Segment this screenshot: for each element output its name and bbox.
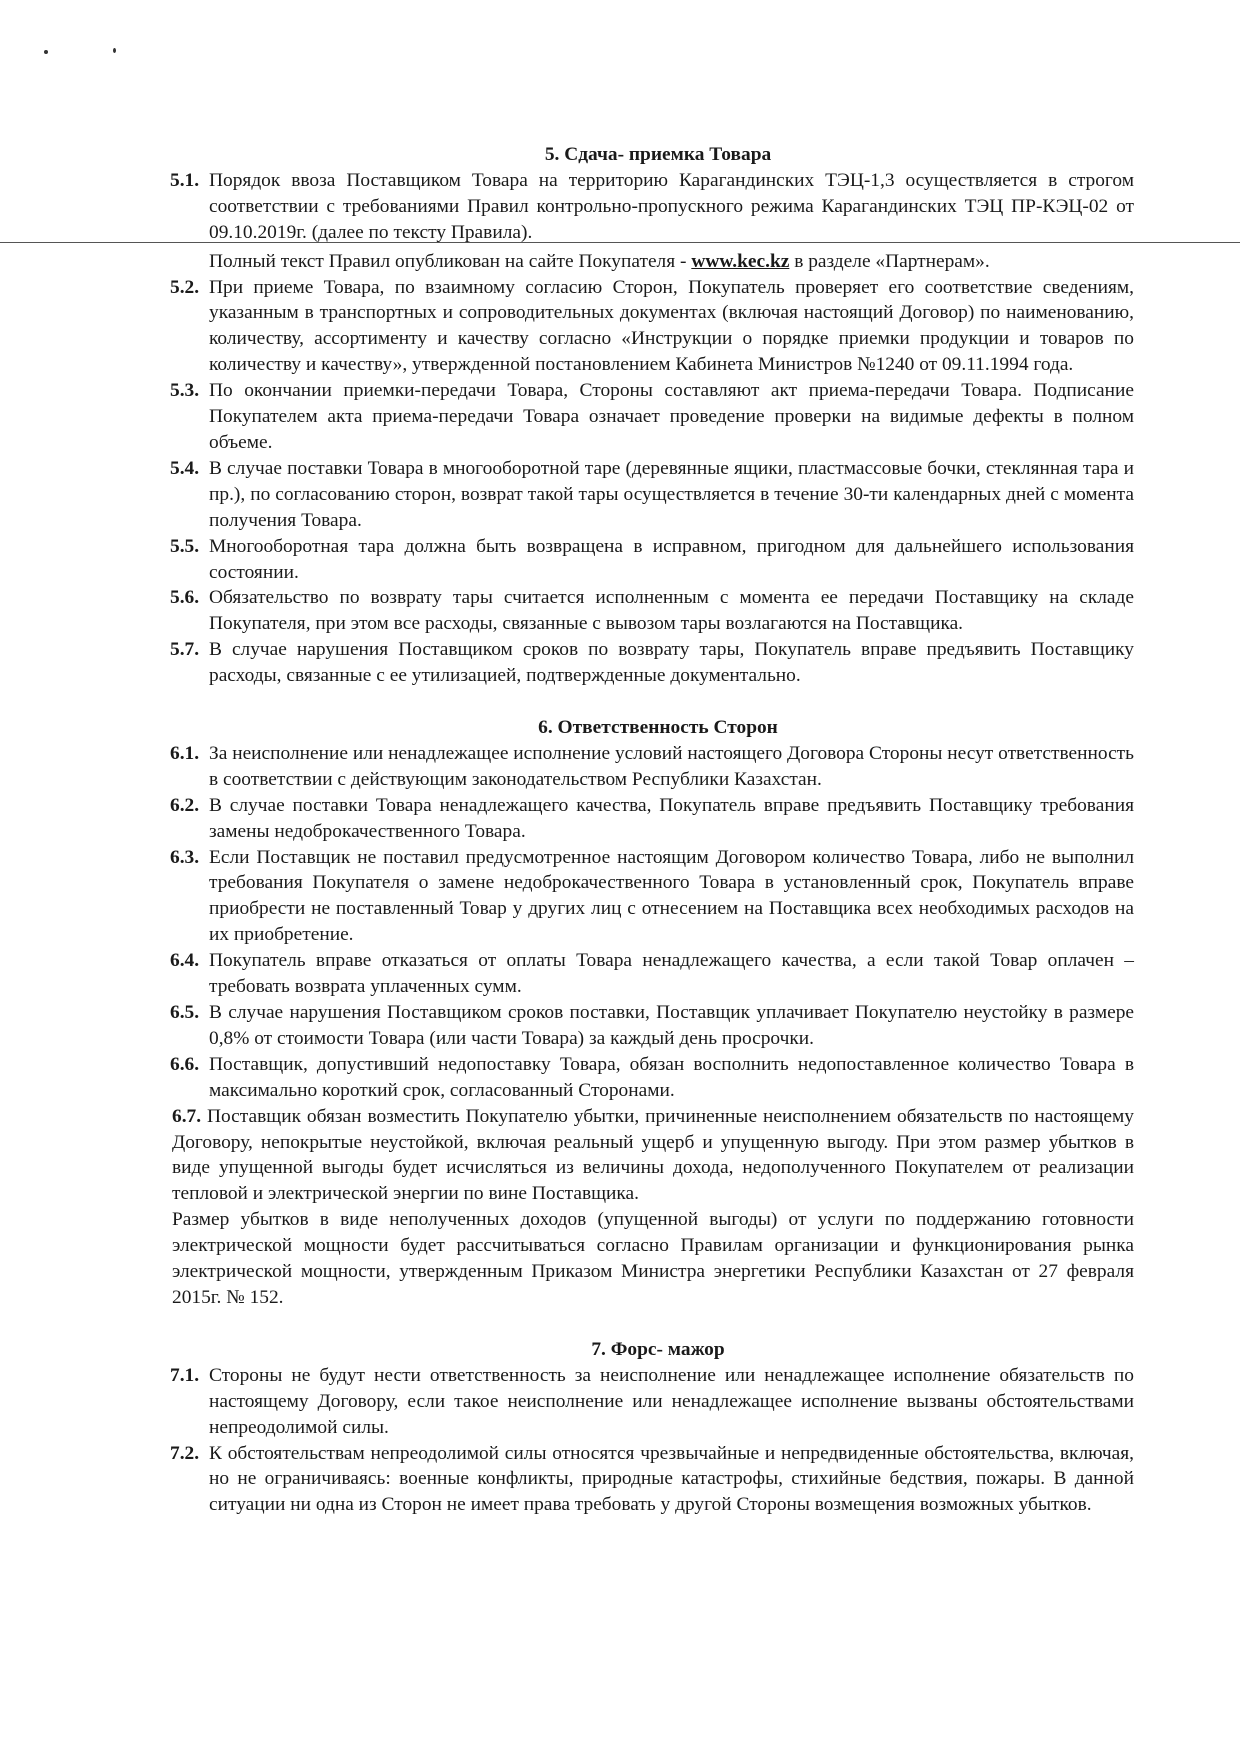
- clause-5-6: [172, 585, 1134, 637]
- clause-text: По окончании приемки-передачи Товара, Стороны составляют акт приема-передачи Товара. Подписание Покупателем акта приема-передачи Товара означает проведение проверки на видимые дефекты в полном объеме.: [209, 380, 1134, 453]
- clause-number: 6.1.: [170, 742, 200, 764]
- clause-5-4: [172, 456, 1134, 534]
- clause-number: 6.4.: [170, 950, 200, 972]
- clause-6-4: [172, 948, 1134, 1000]
- clause-6-1: [172, 741, 1134, 793]
- losses-paragraph: [172, 1207, 1134, 1311]
- clause-text: Если Поставщик не поставил предусмотренное настоящим Договором количество Товара, либо не выполнил требования Покупателя о замене недоброкачественного Товара в установленный срок, Покупатель вправе приобрести не поставленный Товар у других лиц с отнесением на Поставщика всех необходимых расходов на их приобретение.: [209, 846, 1134, 946]
- clause-text: В случае нарушения Поставщиком сроков поставки, Поставщик уплачивает Покупателю неустойку в размере 0,8% от стоимости Товара (или части Товара) за каждый день просрочки.: [209, 1002, 1134, 1049]
- clause-number: 7.2.: [170, 1442, 200, 1464]
- clause-number: 6.5.: [170, 1002, 200, 1023]
- clause-text: При приеме Товара, по взаимному согласию Сторон, Покупатель проверяет его соответствие сведениям, указанным в транспортных и сопроводительных документах (включая настоящий Договор) по наименованию, количеству, ассортименту и качеству согласно «Инструкции о порядке приемки продукции и товаров по количеству и качеству», утвержденной постановлением Кабинета Министров №1240 от 09.11.1994 года.: [209, 276, 1134, 376]
- clause-5-2: [172, 275, 1134, 379]
- clause-text: В случае поставки Товара в многооборотной таре (деревянные ящики, пластмассовые бочки, стеклянная тара и пр.), по согласованию сторон, возврат такой тары осуществляется в течение 30-ти календарных дней с момента получения Товара.: [209, 457, 1134, 531]
- clause-number: 5.3.: [170, 380, 200, 402]
- section-7: [172, 1337, 1134, 1518]
- scan-speck: [44, 50, 48, 54]
- clause-number: 6.3.: [170, 846, 200, 868]
- clause-text: Поставщик, допустивший недопоставку Товара, обязан восполнить недопоставленное количество Товара в максимально короткий срок, согласованный Сторонами.: [209, 1053, 1134, 1101]
- clause-text: Покупатель вправе отказаться от оплаты Товара ненадлежащего качества, а если такой Товар оплачен – требовать возврата уплаченных сумм.: [209, 950, 1134, 998]
- clause-6-6: [172, 1052, 1134, 1104]
- document-body: [172, 142, 1134, 1518]
- clause-6-3: [172, 845, 1134, 949]
- clause-text: За неисполнение или ненадлежащее исполнение условий настоящего Договора Стороны несут ответственность в соответствии с действующим законодательством Республики Казахстан.: [209, 742, 1134, 790]
- clause-5-1-note: [172, 249, 1134, 275]
- note-text-after: в разделе «Партнерам».: [789, 250, 990, 272]
- clause-text: Обязательство по возврату тары считается исполненным с момента ее передачи Поставщику на складе Покупателя, при этом все расходы, связанные с вывозом тары возлагаются на Поставщика.: [209, 587, 1134, 635]
- clause-text: В случае поставки Товара ненадлежащего качества, Покупатель вправе предъявить Поставщику требования замены недоброкачественного Товара.: [209, 794, 1134, 842]
- clause-number: 6.6.: [170, 1053, 200, 1075]
- clause-number: 5.5.: [170, 535, 200, 557]
- scan-speck: [113, 48, 116, 53]
- clause-number: 7.1.: [170, 1364, 200, 1386]
- clause-6-5: [172, 1000, 1134, 1052]
- clause-number: [170, 249, 209, 275]
- clause-text: Размер убытков в виде неполученных доходов (упущенной выгоды) от услуги по поддержанию готовности электрической мощности будет рассчитываться согласно Правилам организации и функционирования рынка электрической мощности, утвержденным Приказом Министра энергетики Республики Казахстан от 27 февраля 2015г. № 152.: [172, 1209, 1134, 1308]
- clause-number: 5.1.: [170, 169, 200, 191]
- clause-6-7: [172, 1104, 1134, 1208]
- clause-text: Порядок ввоза Поставщиком Товара на территорию Карагандинских ТЭЦ-1,3 осуществляется в строгом соответствии с требованиями Правил контрольно-пропускного режима Карагандинских ТЭЦ ПР-КЭЦ-02 от 09.10.2019г. (далее по тексту Правила).: [209, 169, 1134, 243]
- clause-number: 5.6.: [170, 587, 200, 609]
- clause-7-1: [172, 1363, 1134, 1441]
- note-text-before: Полный текст Правил опубликован на сайте Покупателя -: [209, 250, 692, 272]
- clause-5-7: [172, 637, 1134, 689]
- spacer: [172, 689, 1134, 715]
- clause-5-5: [172, 534, 1134, 586]
- section-title: 5. Сдача- приемка Товара: [544, 144, 772, 165]
- clause-text: К обстоятельствам непреодолимой силы относятся чрезвычайные и непредвиденные обстоятельства, включая, но не ограничиваясь: военные конфликты, природные катастрофы, стихийные бедствия, пожары. В данной ситуации ни одна из Сторон не имеет права требовать у другой Стороны возмещения возможных убытков.: [209, 1442, 1134, 1516]
- clause-text: [209, 249, 1134, 275]
- clause-text: Многооборотная тара должна быть возвращена в исправном, пригодном для дальнейшего использования состоянии.: [209, 535, 1134, 583]
- clause-5-1: [172, 168, 1134, 246]
- section-5: [172, 142, 1134, 689]
- clause-7-2: [172, 1441, 1134, 1519]
- clause-number: 5.7.: [170, 639, 200, 661]
- clause-number: 5.2.: [170, 276, 200, 298]
- spacer: [172, 1311, 1134, 1337]
- clause-text: Стороны не будут нести ответственность за неисполнение или ненадлежащее исполнение обязательств по настоящему Договору, если такое неисполнение или ненадлежащее исполнение вызваны обстоятельствами непреодолимой силы.: [209, 1364, 1134, 1438]
- section-title: 7. Форс- мажор: [591, 1338, 725, 1360]
- clause-number: 6.7.: [172, 1105, 202, 1127]
- clause-number: 6.2.: [170, 794, 200, 816]
- clause-number: 5.4.: [170, 457, 200, 479]
- section-6: [172, 715, 1134, 1311]
- clause-text: Поставщик обязан возместить Покупателю убытки, причиненные неисполнением обязательств по настоящему Договору, непокрытые неустойкой, включая реальный ущерб и упущенную выгоду. При этом размер убытков в виде упущенной выгоды будет исчисляться из величины дохода, недополученного Покупателем от реализации тепловой и электрической энергии по вине Поставщика.: [172, 1105, 1134, 1205]
- clause-text: В случае нарушения Поставщиком сроков по возврату тары, Покупатель вправе предъявить Поставщику расходы, связанные с ее утилизацией, подтвержденные документально.: [209, 639, 1134, 687]
- section-title: 6. Ответственность Сторон: [538, 717, 778, 739]
- website-link[interactable]: www.kec.kz: [691, 250, 790, 272]
- clause-6-2: [172, 793, 1134, 845]
- clause-5-3: [172, 378, 1134, 456]
